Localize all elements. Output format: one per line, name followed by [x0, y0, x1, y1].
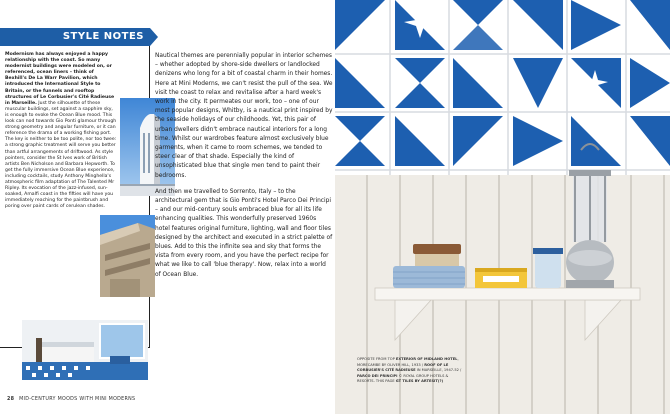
style-notes-body: Just the silhouette of these muscular buildings, set against a sapphire sky, is enough to evoke the Ocean Blue mood. This look can nod towards Gio Ponti glamour through strong geometry and angular furniture, or it can reference the drama of a working fishing port. The key is neither to be too polite, nor too twee: a strong graphic treatment will serve you better than artful arrangements of driftwood. As style pointers, consider the St Ives work of British artists Ben Nicholson and Barbara Hepworth. To get the fully immersive Ocean Blue experience, including cocktails, study Anthony Minghella's atmospheric film adaptation of The Talented Mr Ripley. Its evocation of the jazz-infused, sun-soaked, Amalfi coast in the fifties will have you immediately reaching for the paintbrush and poring over paint cards of cerulean shades. — [5, 100, 117, 210]
photo-caption — [357, 357, 467, 385]
style-notes-intro: Modernism has always enjoyed a happy relationship with the coast. So many modernist buildings were modeled on, or referenced, ocean liners – think of Bexhill's De La Warr Pavilion, which introduced the International Style to Britain, or the funnels and rooftop structures of Le Corbusier's Cité Radieuse in Marseille. — [5, 52, 115, 106]
caption-part: GT TILES BY ARTESIT(?) — [395, 379, 444, 384]
page-number: 28 — [7, 397, 15, 402]
photo-hotel-room-image — [22, 320, 148, 380]
article-paragraph: Nautical themes are perennially popular in interior schemes – whether adopted by shore-side dwellers or landlocked denizens who long for a bit of coastal charm in their homes. Here at Mini Moderns, we can't resist the pull of the sea. We visit the coast to relax and revitalise after a hard week's work in the city. It permeates our work, too – one of our most popular designs, Whitby, is a nautical print inspired by the seaside holidays of our childhoods. Yet, this pair of urban dwellers didn't embrace nautical interiors for a long time. Whilst our wardrobes feature almost exclusively blue garments, when it came to room schemes, we tended to steer clear of that shade. Especially the kind of unsophisticated blue that single men tend to paint their bedrooms. — [155, 53, 333, 179]
caption-part: THIS PAGE — [374, 379, 396, 384]
caption-part: © ROYAL GROUP HOTELS & RESORTS. — [357, 373, 449, 384]
caption-part: , MORECAMBE BY OLIVER HILL, 1933 / — [357, 357, 459, 367]
photo-cite-radieuse — [100, 215, 155, 297]
photo-hotel-room — [22, 320, 148, 380]
caption-part: ROOF OF LE CORBUSIER'S CITÉ RADIEUSE — [357, 362, 449, 373]
right-page — [335, 0, 670, 414]
caption-part: PARCO DEI PRINCIPI — [357, 373, 398, 378]
caption-part: OPPOSITE FROM TOP — [357, 357, 396, 361]
style-notes-text — [5, 52, 117, 210]
main-article-text — [155, 52, 333, 287]
running-title: MID-CENTURY MOODS WITH MINI MODERNS — [19, 397, 136, 402]
style-notes-heading: STYLE NOTES — [0, 28, 150, 46]
caption-part: IN MARSEILLE, 1947-52 / — [415, 368, 462, 373]
page-footer — [7, 397, 135, 402]
article-paragraph: And then we travelled to Sorrento, Italy – to the architectural gem that is Gio Ponti's Hotel Parco Dei Principi – and our mid-century souls embraced blue for all its life enhancing qualities. This wonderfully preserved 1960s hotel features original furniture, lighting, wall and floor tiles designed by the architect and executed in a strict palette of blues. Add to this the infinite sea and sky that forms the vista from every room, and you have the perfect recipe for what we like to call 'blue therapy'. Now, relax into a world of Ocean Blue. — [155, 188, 333, 278]
shelf-scene — [335, 0, 670, 414]
photo-cite-radieuse-image — [100, 215, 155, 297]
caption-part: EXTERIOR OF MIDLAND HOTEL — [395, 357, 458, 361]
